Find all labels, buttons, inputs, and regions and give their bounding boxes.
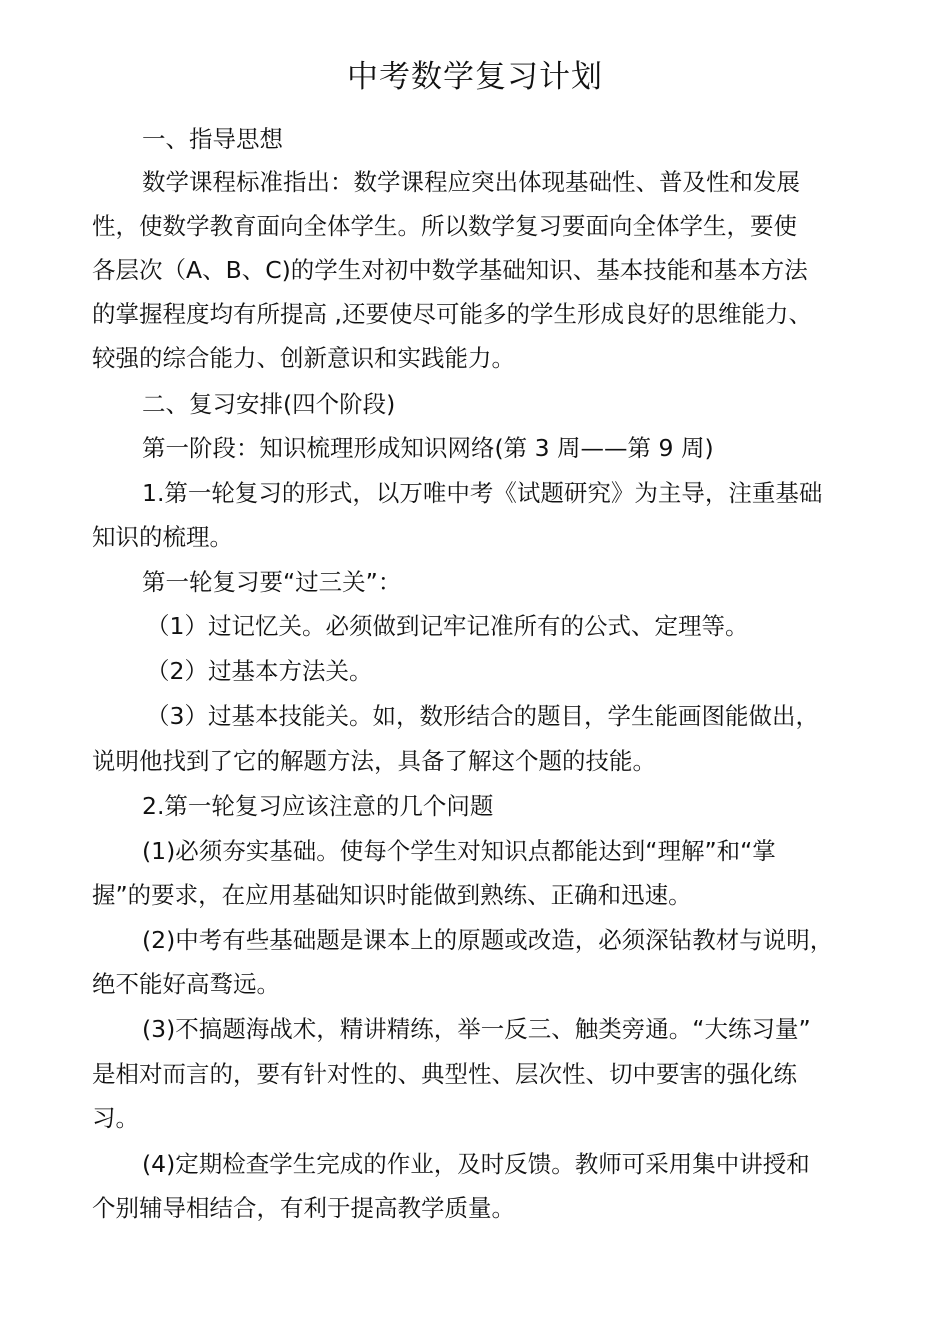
paragraph-line: (2)中考有些基础题是课本上的原题或改造，必须深钻教材与说明， (142, 926, 834, 954)
paragraph-line: 第一轮复习要“过三关”： (142, 568, 402, 596)
section-heading-review-arrangement: 二、复习安排(四个阶段) (142, 390, 396, 418)
section-heading-guiding-thought: 一、指导思想 (142, 125, 283, 153)
paragraph-line: 知识的梳理。 (92, 523, 233, 551)
list-item: （1）过记忆关。必须做到记牢记准所有的公式、定理等。 (146, 612, 749, 640)
paragraph-line: (1)必须夯实基础。使每个学生对知识点都能达到“理解”和“掌 (142, 837, 776, 865)
paragraph-line: 的掌握程度均有所提高 ,还要使尽可能多的学生形成良好的思维能力、 (92, 300, 812, 328)
paragraph-line: 握”的要求，在应用基础知识时能做到熟练、正确和迅速。 (92, 881, 692, 909)
paragraph-line: (4)定期检查学生完成的作业，及时反馈。教师可采用集中讲授和 (142, 1150, 810, 1178)
stage-heading: 第一阶段：知识梳理形成知识网络(第 3 周——第 9 周) (142, 434, 714, 462)
paragraph-line: 1.第一轮复习的形式，以万唯中考《试题研究》为主导，注重基础 (142, 479, 823, 507)
paragraph-line: 2.第一轮复习应该注意的几个问题 (142, 792, 494, 820)
paragraph-line: 较强的综合能力、创新意识和实践能力。 (92, 344, 515, 372)
paragraph-line: 习。 (92, 1104, 139, 1132)
list-item: （2）过基本方法关。 (146, 657, 373, 685)
document-title: 中考数学复习计划 (347, 59, 603, 95)
paragraph-line: 数学课程标准指出：数学课程应突出体现基础性、普及性和发展 (142, 168, 800, 196)
paragraph-line: 是相对而言的，要有针对性的、典型性、层次性、切中要害的强化练 (92, 1060, 797, 1088)
paragraph-line: 绝不能好高骛远。 (92, 970, 280, 998)
paragraph-line: 个别辅导相结合，有利于提高教学质量。 (92, 1194, 515, 1222)
list-item: （3）过基本技能关。如，数形结合的题目，学生能画图能做出， (146, 702, 819, 730)
paragraph-line: 说明他找到了它的解题方法，具备了解这个题的技能。 (92, 747, 656, 775)
paragraph-line: 性，使数学教育面向全体学生。所以数学复习要面向全体学生，要使 (92, 212, 797, 240)
paragraph-line: (3)不搞题海战术，精讲精练，举一反三、触类旁通。“大练习量” (142, 1015, 811, 1043)
paragraph-line: 各层次（A、B、C)的学生对初中数学基础知识、基本技能和基本方法 (92, 256, 808, 284)
